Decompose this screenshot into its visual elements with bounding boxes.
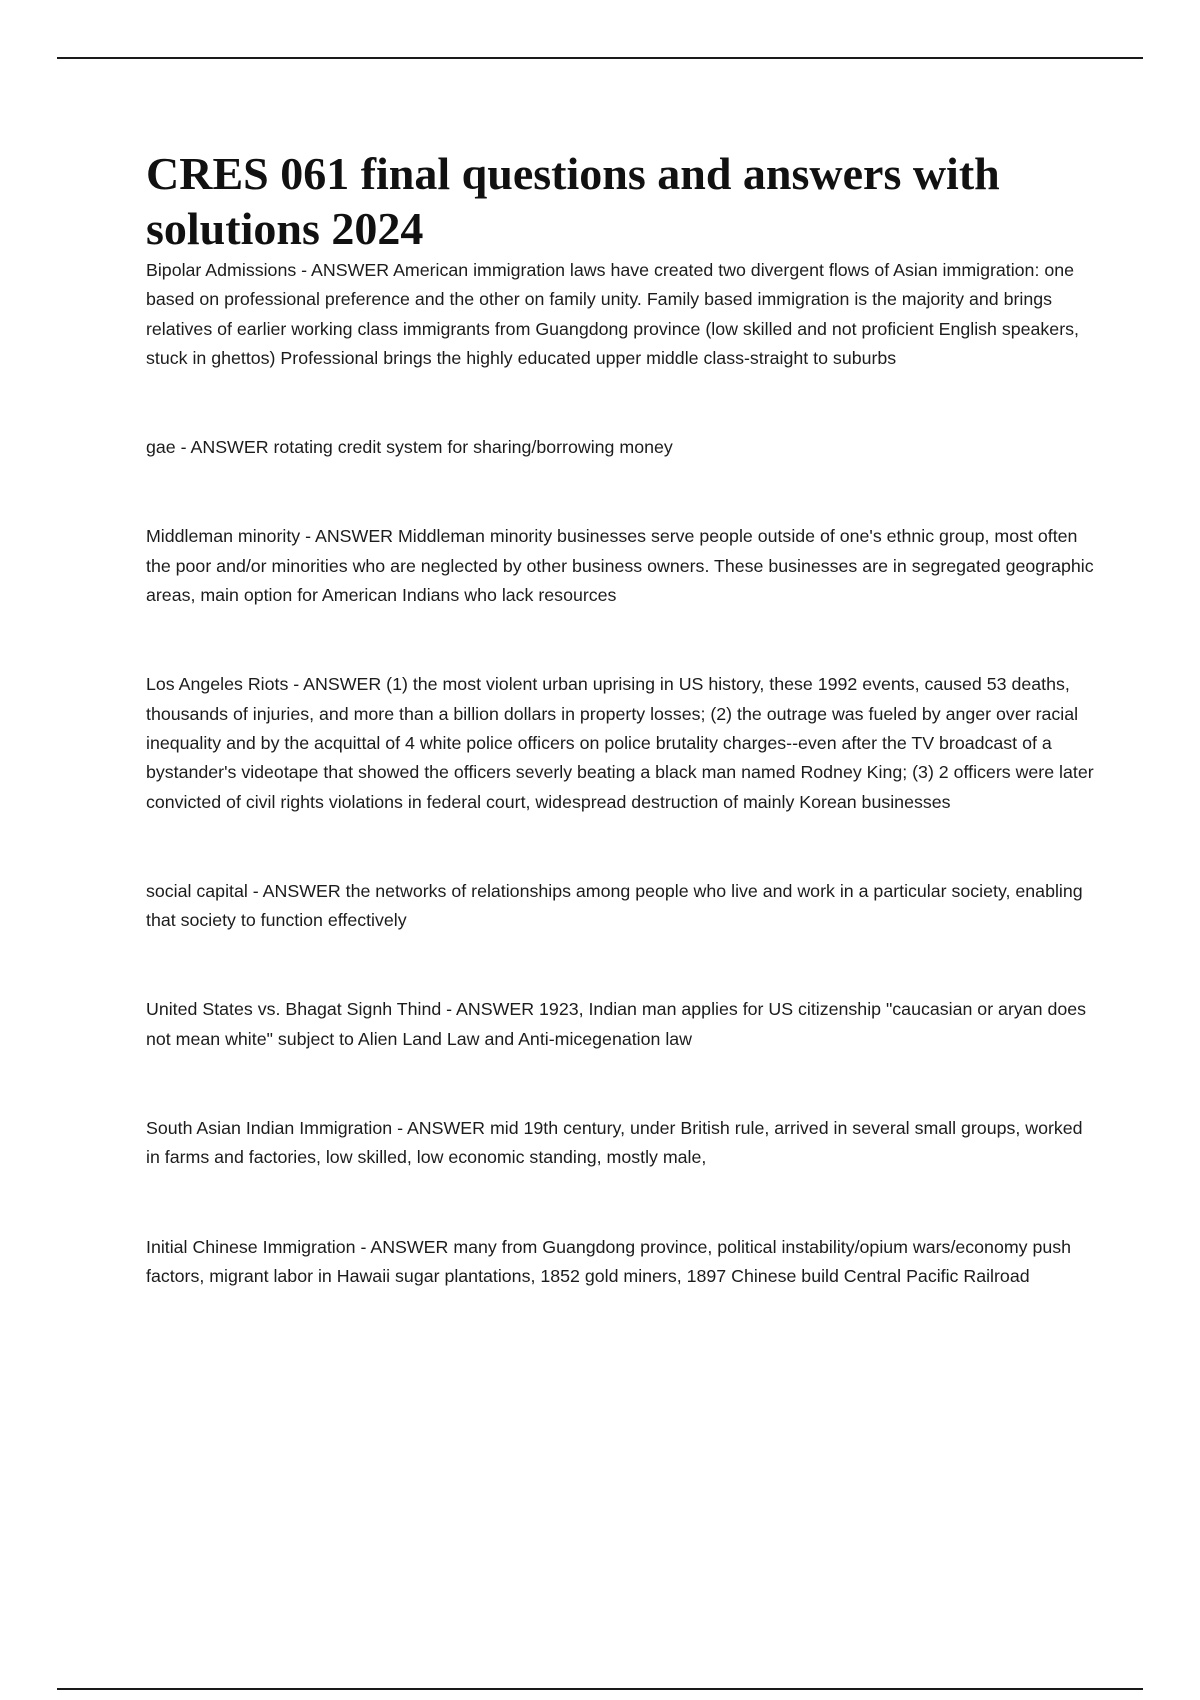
- entry-answer: the networks of relationships among people who live and work in a particular society, enabling that society to function effectively: [146, 880, 1083, 931]
- entry-answer: American immigration laws have created two divergent flows of Asian immigration: one based on professional preference and the other on family unity. Family based immigration is the majority and brings relatives of earlier working class immigrants from Guangdong province (low skilled and not proficient English speakers, stuck in ghettos) Professional brings the highly educated upper middle class-straight to suburbs: [146, 260, 1079, 368]
- entry-answer: many from Guangdong province, political instability/opium wars/economy push factors, migrant labor in Hawaii sugar plantations, 1852 gold miners, 1897 Chinese build Central Pacific Railroad: [146, 1236, 1072, 1286]
- document-page: [146, 146, 1096, 1291]
- entry-answer: Middleman minority businesses serve people outside of one's ethnic group, most often the poor and/or minorities who are neglected by other business owners. These businesses are in segregated geographic areas, main option for American Indians who lack resources: [146, 526, 1094, 606]
- entry-term: gae: [146, 437, 176, 458]
- entry-term: social capital: [146, 880, 248, 901]
- answer-separator: - ANSWER: [441, 999, 540, 1020]
- answer-separator: - ANSWER: [300, 526, 398, 547]
- answer-separator: - ANSWER: [296, 260, 394, 280]
- qa-entry: [146, 995, 1096, 1054]
- qa-entry: [146, 256, 1096, 373]
- entry-term: Bipolar Admissions: [146, 260, 297, 280]
- qa-entry: [146, 1114, 1096, 1173]
- entry-term: South Asian Indian Immigration: [146, 1118, 393, 1139]
- entry-answer: mid 19th century, under British rule, arrived in several small groups, worked in farms and factories, low skilled, low economic standing, mostly male,: [146, 1118, 1083, 1168]
- qa-entry: [146, 877, 1096, 936]
- entry-term: Middleman minority: [146, 526, 301, 547]
- qa-entry: [146, 1233, 1096, 1292]
- entry-term: Initial Chinese Immigration: [146, 1236, 356, 1257]
- document-title: CRES 061 final questions and answers with solutions 2024: [146, 148, 1000, 254]
- qa-entry: [146, 522, 1096, 610]
- entry-answer: rotating credit system for sharing/borrowing money: [273, 437, 673, 458]
- bottom-divider: [57, 1688, 1143, 1690]
- top-divider: [57, 57, 1143, 59]
- answer-separator: - ANSWER: [175, 437, 274, 458]
- qa-entry: [146, 670, 1096, 816]
- answer-separator: - ANSWER: [247, 880, 346, 901]
- entry-answer: (1) the most violent urban uprising in US history, these 1992 events, caused 53 deaths, thousands of injuries, and more than a billion dollars in property losses; (2) the outrage was fueled by anger over racial inequality and by the acquittal of 4 white police officers on police brutality charges--even after the TV broadcast of a bystander's videotape that showed the officers severly beating a black man named Rodney King; (3) 2 officers were later convicted of civil rights violations in federal court, widespread destruction of mainly Korean businesses: [146, 674, 1094, 812]
- qa-entry: [146, 433, 1096, 462]
- qa-list: [146, 256, 1096, 1291]
- entry-term: Los Angeles Riots: [146, 674, 289, 695]
- entry-answer: 1923, Indian man applies for US citizenship "caucasian or aryan does not mean white" subject to Alien Land Law and Anti-micegenation law: [146, 999, 1087, 1049]
- answer-separator: - ANSWER: [392, 1118, 490, 1139]
- answer-separator: - ANSWER: [288, 674, 387, 695]
- answer-separator: - ANSWER: [355, 1236, 454, 1257]
- entry-term: United States vs. Bhagat Signh Thind: [146, 999, 442, 1020]
